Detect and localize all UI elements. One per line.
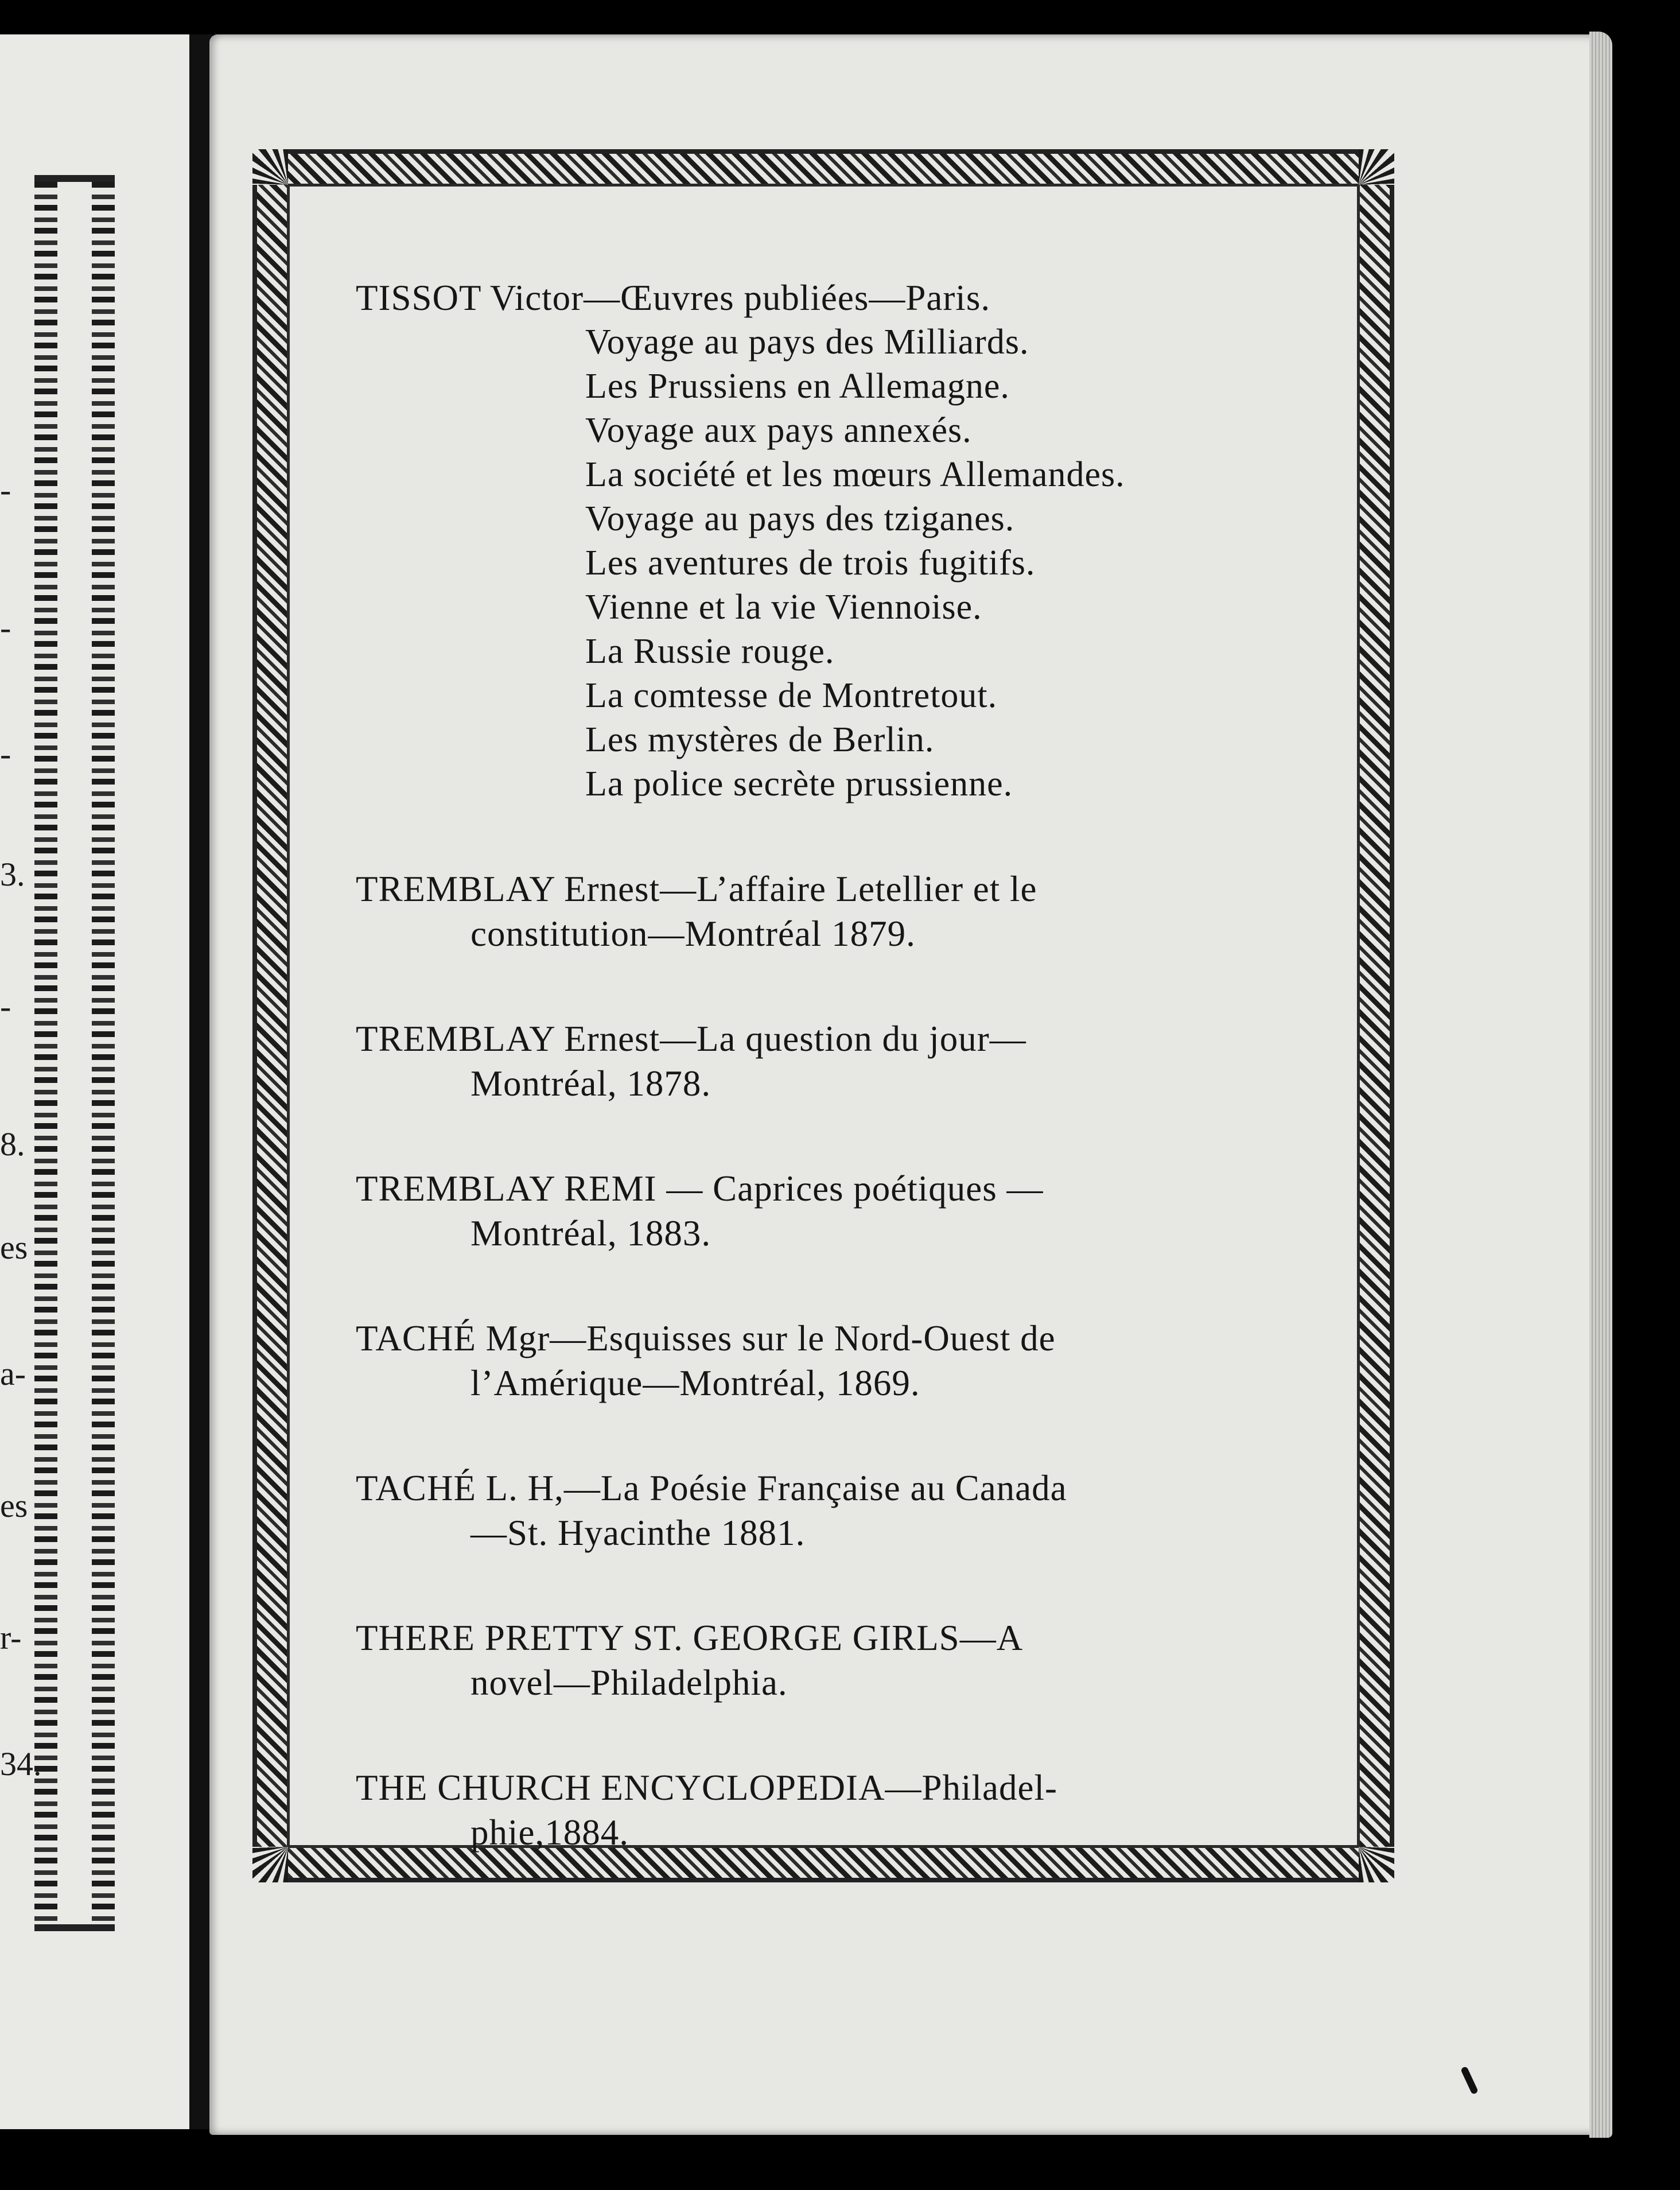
work-title: Les mystères de Berlin. [585, 720, 935, 759]
work-title: La société et les mœurs Allemandes. [585, 455, 1125, 494]
bibliography-entry [356, 1166, 1331, 1256]
entry-heading [356, 1316, 1331, 1361]
work-title: Voyage au pays des tziganes. [585, 499, 1015, 538]
left-fragment: a- [0, 1355, 26, 1392]
work-title: La police secrète prussienne. [585, 764, 1013, 803]
left-fragment: 8. [0, 1125, 25, 1163]
left-fragment: es [0, 1487, 28, 1524]
entry-heading [356, 1166, 1331, 1211]
entry-author: THE CHURCH ENCYCLOPEDIA [356, 1768, 885, 1808]
entry-continuation: novel—Philadelphia. [470, 1663, 788, 1703]
work-title: Les aventures de trois fugitifs. [585, 543, 1036, 583]
entry-author: TISSOT Victor [356, 278, 584, 318]
bibliography-list [356, 275, 1331, 1855]
work-title: Voyage au pays des Milliards. [585, 323, 1029, 362]
left-fragment: - [0, 609, 11, 646]
entry-title: —Œuvres publiées—Paris. [584, 278, 991, 318]
bibliography-entry [356, 1765, 1331, 1855]
left-fragment: es [0, 1229, 28, 1266]
left-fragment: - [0, 735, 11, 772]
entry-author: TACHÉ Mgr [356, 1318, 550, 1358]
entry-heading [356, 1466, 1331, 1511]
left-fragment: 3. [0, 856, 25, 893]
entry-heading [356, 1765, 1331, 1810]
left-fragment: - [0, 471, 11, 508]
entry-author: TREMBLAY REMI [356, 1168, 657, 1209]
left-fragment: r- [0, 1619, 22, 1656]
bibliography-entry [356, 867, 1331, 956]
entry-title: —La question du jour— [660, 1019, 1026, 1059]
frame-corner-ornament [252, 149, 288, 185]
work-title: Vienne et la vie Viennoise. [585, 588, 982, 627]
page-edge [1589, 32, 1612, 2138]
bibliography-entry [356, 1466, 1331, 1555]
left-fragment: - [0, 988, 11, 1025]
frame-corner-ornament [1359, 1847, 1394, 1882]
entry-title: —L’affaire Letellier et le [660, 869, 1037, 909]
entry-author: TREMBLAY Ernest [356, 1019, 660, 1059]
bibliography-entry [356, 1016, 1331, 1106]
work-title: Les Prussiens en Allemagne. [585, 367, 1010, 406]
entry-author: THERE PRETTY ST. GEORGE GIRLS [356, 1618, 960, 1658]
entry-title: — Caprices poétiques — [656, 1168, 1044, 1209]
entry-title: —Esquisses sur le Nord-Ouest de [550, 1318, 1056, 1358]
entry-continuation: Montréal, 1878. [470, 1063, 711, 1104]
left-page-fragments [0, 34, 189, 2129]
entry-heading [356, 1616, 1331, 1660]
entry-title: —Philadel- [885, 1768, 1057, 1808]
entry-author: TACHÉ L. H, [356, 1468, 564, 1508]
entry-title: —La Poésie Française au Canada [563, 1468, 1067, 1508]
bibliography-entry [356, 1316, 1331, 1405]
left-page [0, 34, 189, 2129]
bibliography-entry [356, 1616, 1331, 1705]
entry-title: —A [959, 1618, 1024, 1658]
book-gutter [189, 34, 212, 2129]
frame-corner-ornament [252, 1847, 288, 1882]
entry-continuation: Montréal, 1883. [470, 1213, 711, 1253]
entry-continuation: —St. Hyacinthe 1881. [470, 1513, 806, 1553]
entry-heading [356, 867, 1331, 911]
bibliography-entry [356, 275, 1331, 806]
frame-corner-ornament [1359, 149, 1394, 185]
entry-continuation: l’Amérique—Montréal, 1869. [470, 1363, 920, 1403]
work-title: La Russie rouge. [585, 632, 835, 671]
entry-author: TREMBLAY Ernest [356, 869, 660, 909]
left-fragment: 34. [0, 1745, 42, 1783]
work-title: Voyage aux pays annexés. [585, 411, 972, 450]
entry-heading [356, 1016, 1331, 1061]
work-title: La comtesse de Montretout. [585, 676, 998, 715]
entry-continuation: phie,1884. [470, 1812, 629, 1853]
entry-continuation: constitution—Montréal 1879. [470, 914, 916, 954]
entry-heading [356, 275, 1331, 320]
